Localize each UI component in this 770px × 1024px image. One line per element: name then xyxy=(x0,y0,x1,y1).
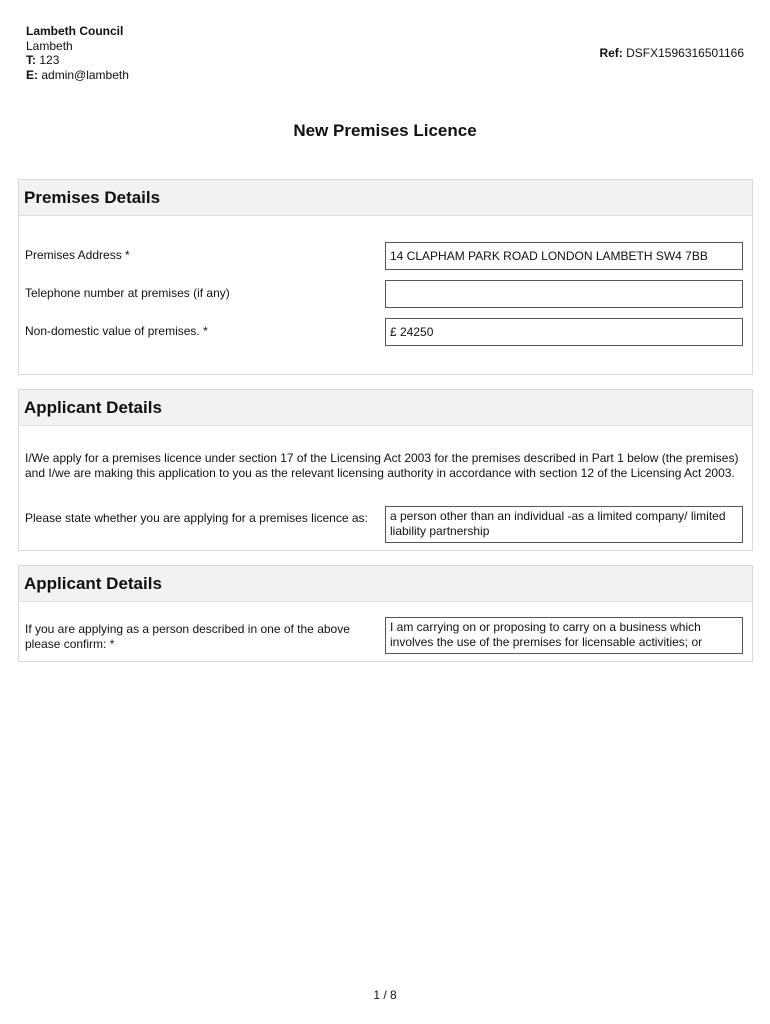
email-value: admin@lambeth xyxy=(41,67,129,82)
section-heading: Applicant Details xyxy=(19,390,752,426)
organisation-phone xyxy=(26,53,129,68)
applicant-type-label: Please state whether you are applying for a premises licence as: xyxy=(25,511,368,525)
organisation-email xyxy=(26,68,129,83)
premises-telephone-label: Telephone number at premises (if any) xyxy=(25,286,230,300)
page-number: 1 / 8 xyxy=(373,988,397,1002)
applicant-type-field[interactable]: a person other than an individual -as a limited company/ limited liability partnership xyxy=(385,506,743,543)
email-label: E: xyxy=(26,67,38,82)
organisation-location: Lambeth xyxy=(26,38,73,53)
premises-address-label: Premises Address * xyxy=(25,248,130,262)
application-intro-text: I/We apply for a premises licence under section 17 of the Licensing Act 2003 for the premises described in Part 1 below (the premises) and I/we are making this application to you as the relevant licensing authority in accordance with section 12 of the Licensing Act 2003. xyxy=(25,451,739,480)
premises-address-field[interactable]: 14 CLAPHAM PARK ROAD LONDON LAMBETH SW4 7BB xyxy=(385,242,743,270)
premises-telephone-field[interactable] xyxy=(385,280,743,308)
applicant-confirmation-label: If you are applying as a person described in one of the above please confirm: * xyxy=(25,622,350,651)
document-title: New Premises Licence xyxy=(293,121,477,140)
phone-label: T: xyxy=(26,53,36,67)
section-heading: Premises Details xyxy=(19,180,752,216)
reference xyxy=(599,46,744,60)
applicant-confirmation-field[interactable]: I am carrying on or proposing to carry on a business which involves the use of the premises for licensable activities; or xyxy=(385,617,743,654)
phone-value: 123 xyxy=(39,53,60,67)
section-heading: Applicant Details xyxy=(19,566,752,602)
organisation-name: Lambeth Council xyxy=(26,24,124,38)
organisation-contact xyxy=(26,24,129,82)
non-domestic-value-label: Non-domestic value of premises. * xyxy=(25,324,208,338)
reference-value: DSFX1596316501166 xyxy=(626,46,744,60)
applicant-details-section xyxy=(18,389,753,551)
non-domestic-value-field[interactable]: £ 24250 xyxy=(385,318,743,346)
applicant-confirmation-section xyxy=(18,565,753,662)
reference-label: Ref: xyxy=(599,46,623,60)
premises-details-section xyxy=(18,179,753,375)
